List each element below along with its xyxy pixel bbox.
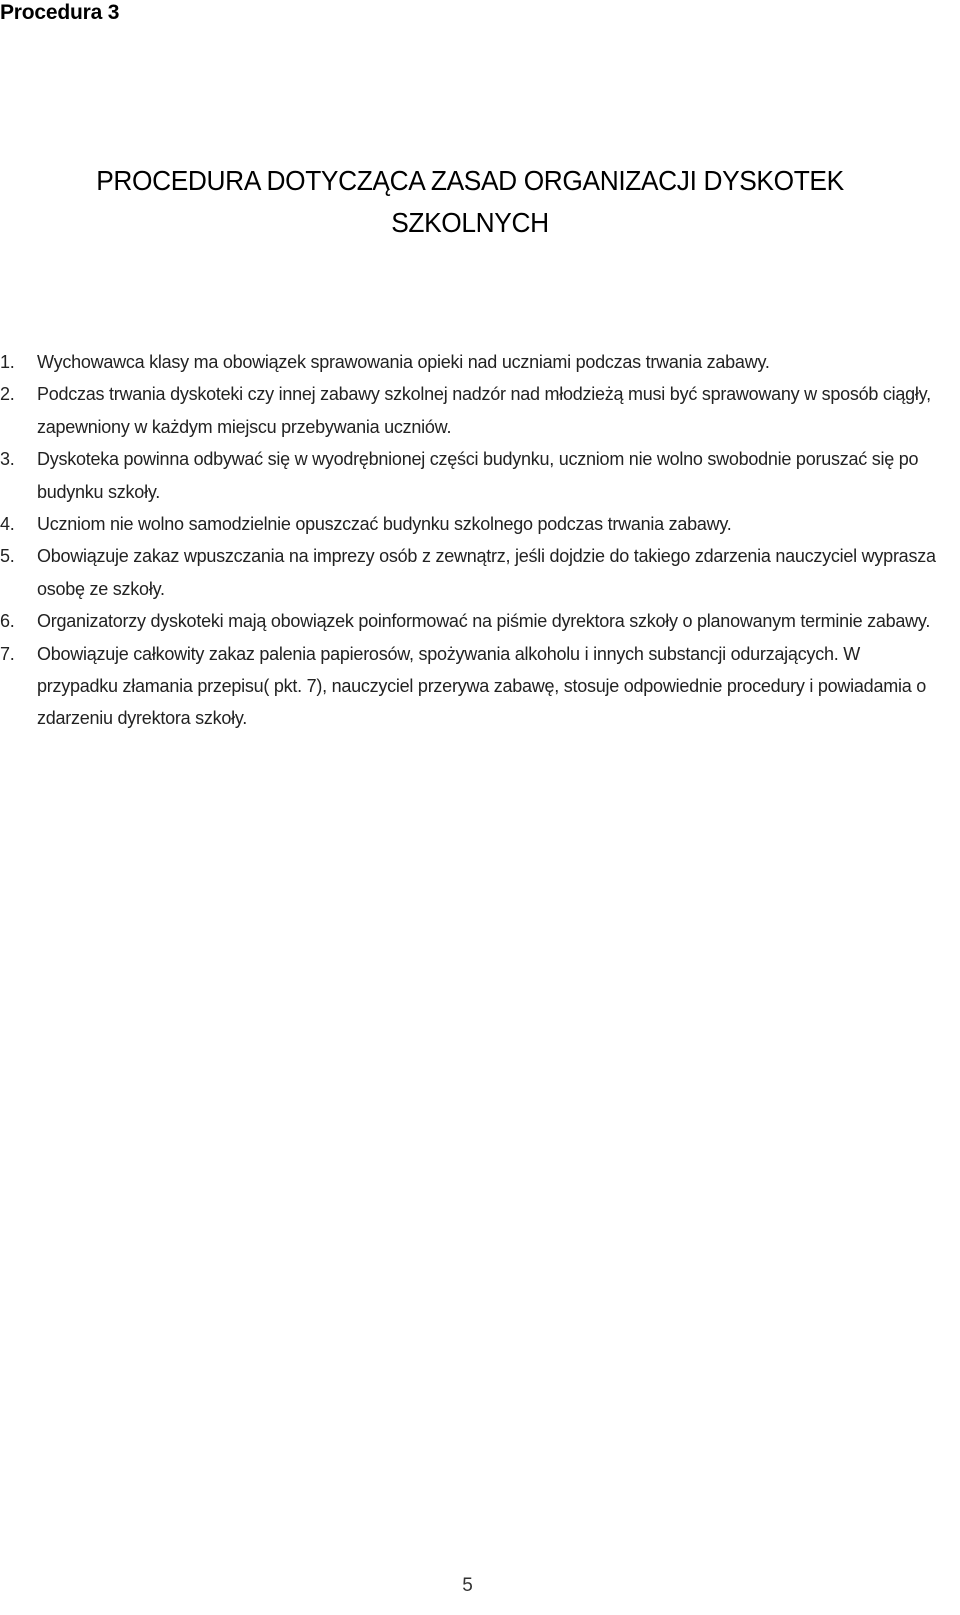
list-item-text: Obowiązuje całkowity zakaz palenia papierosów, spożywania alkoholu i innych substancji odurzających. W przypadku złamania przepisu( pkt. 7), nauczyciel przerywa zabawę, stosuje odpowiednie procedury i powiadamia o zdarzeniu dyrektora szkoły.	[37, 643, 926, 729]
list-item	[0, 638, 945, 735]
list-item	[0, 540, 945, 605]
list-item	[0, 378, 945, 443]
list-item-text: Organizatorzy dyskoteki mają obowiązek poinformować na piśmie dyrektora szkoły o planowanym terminie zabawy.	[37, 611, 931, 632]
list-item-number: 6.	[0, 611, 15, 632]
list-item-number: 3.	[0, 449, 15, 470]
list-item	[0, 605, 945, 637]
rules-list	[0, 346, 945, 735]
list-item	[0, 346, 945, 378]
document-title: PROCEDURA DOTYCZĄCA ZASAD ORGANIZACJI DYSKOTEK SZKOLNYCH	[96, 165, 844, 238]
list-item-number: 1.	[0, 352, 15, 372]
page-number: 5	[462, 1575, 473, 1596]
list-item-number: 7.	[0, 643, 15, 664]
list-item-text: Uczniom nie wolno samodzielnie opuszczać budynku szkolnego podczas trwania zabawy.	[37, 514, 732, 535]
list-item-number: 5.	[0, 546, 15, 567]
list-item-text: Podczas trwania dyskoteki czy innej zabawy szkolnej nadzór nad młodzieżą musi być sprawowany w sposób ciągły, zapewniony w każdym miejscu przebywania uczniów.	[37, 384, 931, 437]
list-item-number: 2.	[0, 384, 15, 405]
list-item-number: 4.	[0, 514, 15, 535]
procedure-label: Procedura 3	[0, 1, 120, 24]
list-item-text: Wychowawca klasy ma obowiązek sprawowania opieki nad uczniami podczas trwania zabawy.	[37, 352, 770, 372]
list-item-text: Dyskoteka powinna odbywać się w wyodrębnionej części budynku, uczniom nie wolno swobodnie poruszać się po budynku szkoły.	[37, 449, 919, 502]
list-item-text: Obowiązuje zakaz wpuszczania na imprezy osób z zewnątrz, jeśli dojdzie do takiego zdarzenia nauczyciel wyprasza osobę ze szkoły.	[37, 546, 936, 599]
list-item	[0, 508, 945, 540]
list-item	[0, 443, 945, 508]
